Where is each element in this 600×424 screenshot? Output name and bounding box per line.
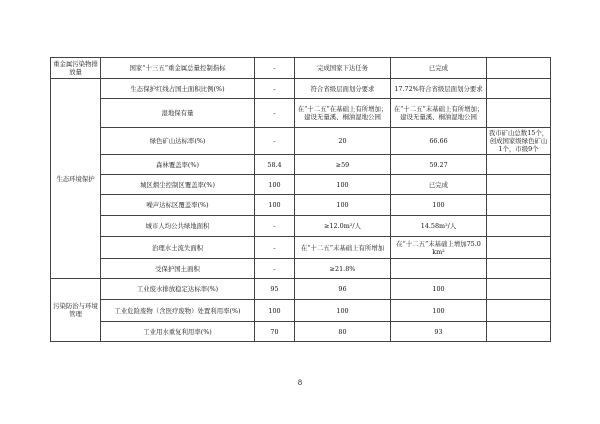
note-cell (487, 237, 551, 259)
note-cell: 我市矿山总数15个，创成国家级绿色矿山1个，市级9个 (487, 128, 551, 155)
baseline-cell: - (255, 79, 295, 99)
status-cell: 已完成 (391, 58, 487, 79)
indicator-cell: 工业危险废物（含医疗废物）处置利用率(%) (101, 300, 255, 322)
target-cell: 符合省级层面划分要求 (295, 79, 391, 99)
note-cell (487, 99, 551, 128)
target-cell: 在“十二五”末基础上有所增加 (295, 237, 391, 259)
table-row (51, 99, 551, 128)
note-cell (487, 279, 551, 300)
baseline-cell: - (255, 259, 295, 279)
status-cell: 17.72%符合省级层面划分要求 (391, 79, 487, 99)
note-cell (487, 79, 551, 99)
target-cell: 20 (295, 128, 391, 155)
status-cell: 已完成 (391, 175, 487, 195)
status-cell: 93 (391, 322, 487, 342)
table-row (51, 237, 551, 259)
page-number: 8 (297, 379, 303, 387)
table-row (51, 155, 551, 175)
status-cell: 100 (391, 300, 487, 322)
status-cell: 59.27 (391, 155, 487, 175)
target-cell: ≥59 (295, 155, 391, 175)
target-cell: 80 (295, 322, 391, 342)
baseline-cell: 100 (255, 300, 295, 322)
indicator-cell: 城市人均公共绿地面积 (101, 216, 255, 237)
table-row (51, 79, 551, 99)
baseline-cell: - (255, 216, 295, 237)
status-cell: 100 (391, 279, 487, 300)
table-row (51, 259, 551, 279)
note-cell (487, 155, 551, 175)
baseline-cell: - (255, 99, 295, 128)
table-row (51, 322, 551, 342)
baseline-cell: 100 (255, 195, 295, 216)
note-cell (487, 322, 551, 342)
indicator-cell: 噪声达标区覆盖率(%) (101, 195, 255, 216)
table-row (51, 300, 551, 322)
table-row (51, 128, 551, 155)
indicator-cell: 城区烟尘控制区覆盖率(%) (101, 175, 255, 195)
baseline-cell: - (255, 58, 295, 79)
baseline-cell: 95 (255, 279, 295, 300)
table-row (51, 195, 551, 216)
baseline-cell: 70 (255, 322, 295, 342)
note-cell (487, 300, 551, 322)
category-cell: 重金属污染物排放量 (51, 58, 101, 79)
note-cell (487, 195, 551, 216)
note-cell (487, 175, 551, 195)
baseline-cell: 58.4 (255, 155, 295, 175)
baseline-cell: - (255, 237, 295, 259)
category-cell: 污染防治与环境管理 (51, 279, 101, 342)
status-cell: 14.58m²/人 (391, 216, 487, 237)
table-row (51, 175, 551, 195)
status-cell: 66.66 (391, 128, 487, 155)
target-cell: 在“十二五”在基础上有所增加；建设无量溪、桐油湿地公园 (295, 99, 391, 128)
indicator-cell: 工业废水排放稳定达标率(%) (101, 279, 255, 300)
note-cell (487, 216, 551, 237)
status-cell: 在“十二五”末基础上增加75.0 km² (391, 237, 487, 259)
indicator-cell: 湿地保有量 (101, 99, 255, 128)
indicator-cell: 绿色矿山达标率(%) (101, 128, 255, 155)
category-cell: 生态环境保护 (51, 79, 101, 279)
indicator-cell: 受保护国土面积 (101, 259, 255, 279)
indicator-cell: 森林覆盖率(%) (101, 155, 255, 175)
target-cell: 完成国家下达任务 (295, 58, 391, 79)
table-row (51, 216, 551, 237)
target-cell: ≥21.8% (295, 259, 391, 279)
table-row (51, 58, 551, 79)
table-body (51, 58, 551, 342)
baseline-cell: - (255, 128, 295, 155)
table-row (51, 279, 551, 300)
status-cell: 100 (391, 195, 487, 216)
status-cell: 在“十二五”末基础上有所增加；建设无量溪、桐油湿地公园 (391, 99, 487, 128)
indicator-table (50, 57, 551, 342)
indicator-cell: 生态保护红线占国土面积比例(%) (101, 79, 255, 99)
baseline-cell: 100 (255, 175, 295, 195)
target-cell: 100 (295, 300, 391, 322)
target-cell: 100 (295, 195, 391, 216)
indicator-cell: 工业用水重复利用率(%) (101, 322, 255, 342)
indicator-cell: 治理水土流失面积 (101, 237, 255, 259)
note-cell (487, 259, 551, 279)
target-cell: 96 (295, 279, 391, 300)
target-cell: 100 (295, 175, 391, 195)
indicator-cell: 国家“十三五”重金属总量控制指标 (101, 58, 255, 79)
target-cell: ≥12.0m²/人 (295, 216, 391, 237)
status-cell (391, 259, 487, 279)
note-cell (487, 58, 551, 79)
